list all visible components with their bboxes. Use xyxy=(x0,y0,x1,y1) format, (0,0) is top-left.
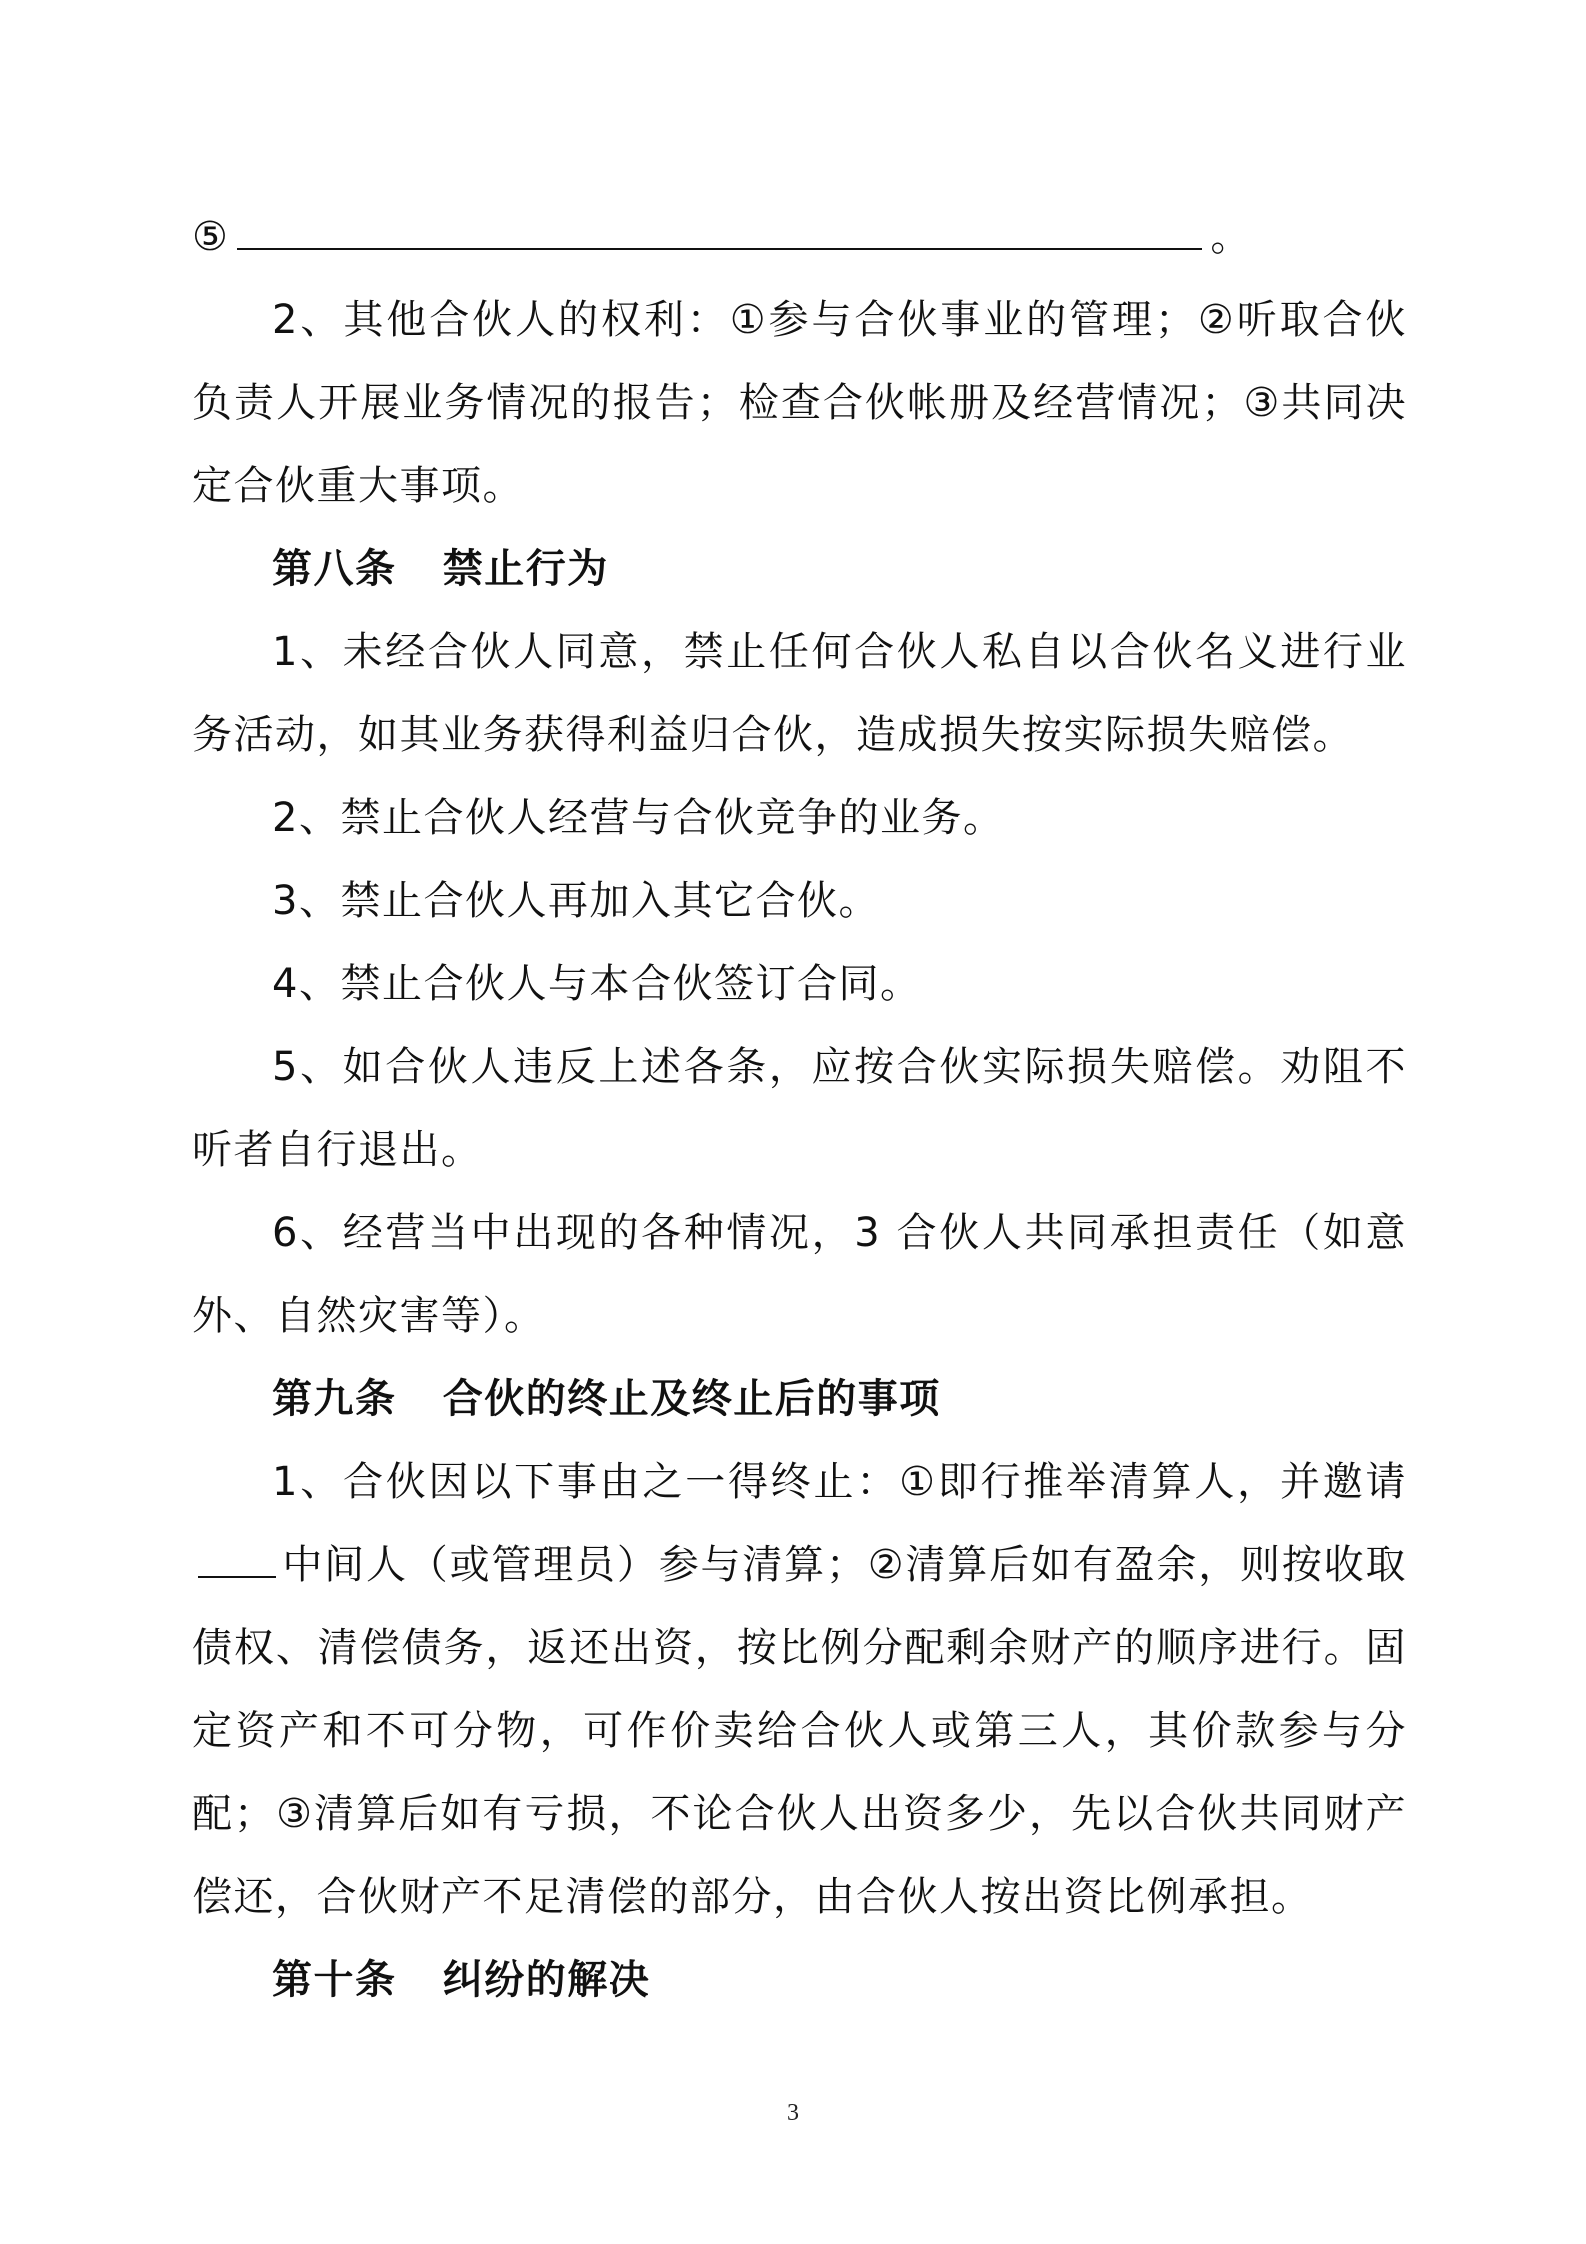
termination-paragraph xyxy=(192,1441,1407,1939)
prohibition-item-2: 2、禁止合伙人经营与合伙竞争的业务。 xyxy=(272,795,1005,841)
fill-in-item-5 xyxy=(192,196,1407,279)
partner-rights-paragraph: 2、其他合伙人的权利：①参与合伙事业的管理；②听取合伙负责人开展业务情况的报告；检查合伙帐册及经营情况；③共同决定合伙重大事项。 xyxy=(192,297,1407,509)
article-8-number: 第八条 xyxy=(272,546,397,592)
item-end-mark: 。 xyxy=(1210,214,1252,260)
article-10-number: 第十条 xyxy=(272,1957,397,2003)
article-9-number: 第九条 xyxy=(272,1376,397,1422)
document-body xyxy=(192,196,1407,2022)
page-number: 3 xyxy=(787,2100,799,2126)
prohibition-item-6: 6、经营当中出现的各种情况，3 合伙人共同承担责任（如意外、自然灾害等）。 xyxy=(192,1210,1407,1339)
article-9-title: 合伙的终止及终止后的事项 xyxy=(442,1376,941,1422)
article-10-heading xyxy=(192,1939,1407,2022)
item-marker: ⑤ xyxy=(192,214,230,260)
prohibition-item-4: 4、禁止合伙人与本合伙签订合同。 xyxy=(272,961,922,1007)
article-8-heading xyxy=(192,528,1407,611)
prohibition-item-1: 1、未经合伙人同意，禁止任何合伙人私自以合伙名义进行业务活动，如其业务获得利益归合伙，造成损失按实际损失赔偿。 xyxy=(192,629,1407,758)
article-8-title: 禁止行为 xyxy=(442,546,609,592)
fill-in-blank-long xyxy=(237,214,1202,250)
termination-text-rest: 中间人（或管理员）参与清算；②清算后如有盈余，则按收取债权、清偿债务，返还出资，按比例分配剩余财产的顺序进行。固定资产和不可分物，可作价卖给合伙人或第三人，其价款参与分配；③清算后如有亏损，不论合伙人出资多少，先以合伙共同财产偿还，合伙财产不足清偿的部分，由合伙人按出资比例承担。 xyxy=(192,1542,1407,1920)
prohibition-item-5: 5、如合伙人违反上述各条，应按合伙实际损失赔偿。劝阻不听者自行退出。 xyxy=(192,1044,1407,1173)
article-10-title: 纠纷的解决 xyxy=(442,1957,651,2003)
fill-in-blank-short xyxy=(198,1542,276,1578)
termination-text-start: 1、合伙因以下事由之一得终止：①即行推举清算人，并邀请 xyxy=(272,1459,1407,1505)
prohibition-item-3: 3、禁止合伙人再加入其它合伙。 xyxy=(272,878,880,924)
article-9-heading xyxy=(192,1358,1407,1441)
